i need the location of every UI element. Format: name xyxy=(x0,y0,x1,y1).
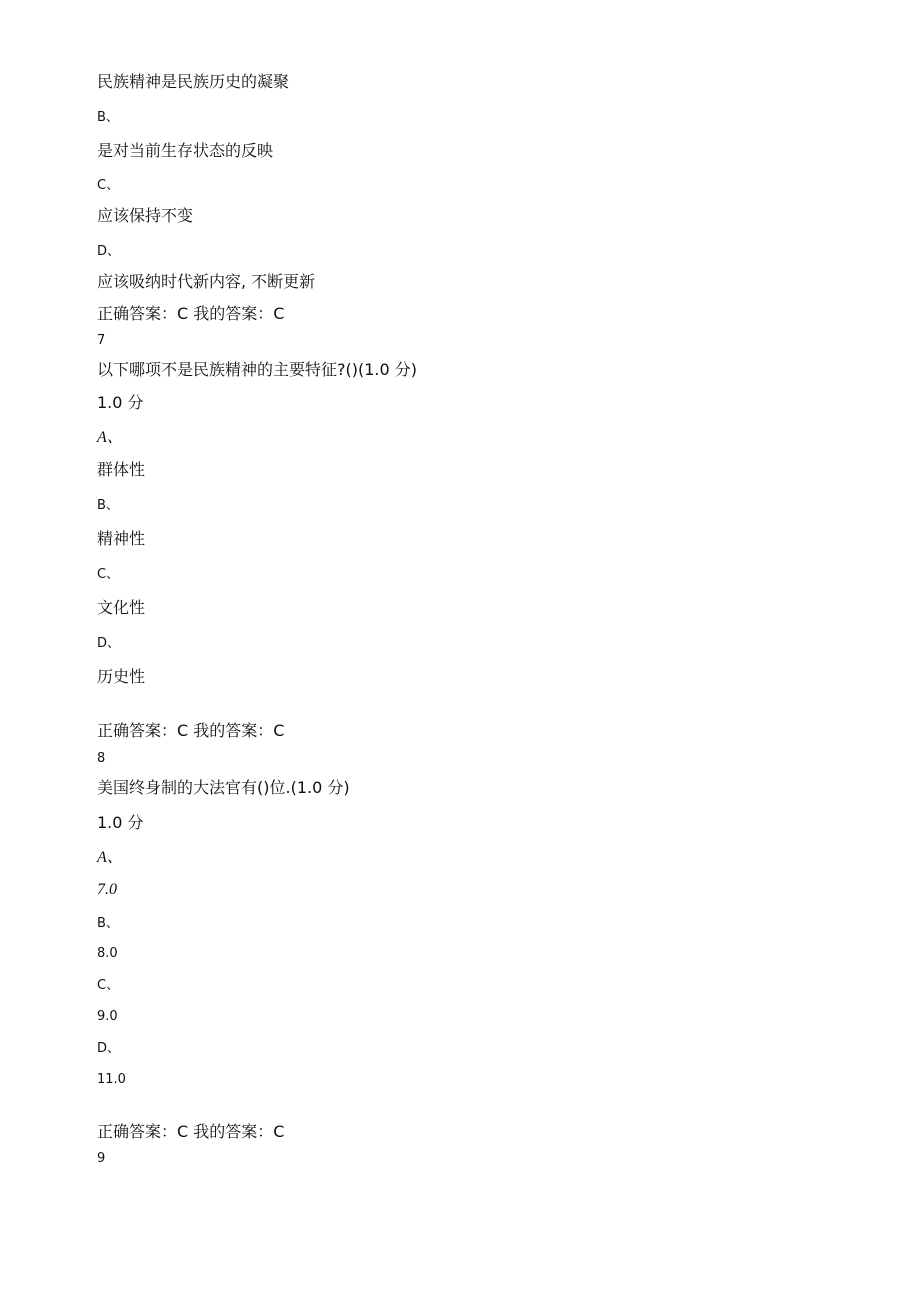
q7-option-c-text: 文化性 xyxy=(97,598,146,617)
q7-score: 1.0 分 xyxy=(97,393,144,412)
q8-option-b-label: B、 xyxy=(97,916,119,931)
q7-option-d-text: 历史性 xyxy=(97,667,146,686)
q8-number: 8 xyxy=(97,751,106,766)
q6-option-d-label: D、 xyxy=(97,244,121,259)
q6-answer: 正确答案：C 我的答案：C xyxy=(97,304,285,323)
q7-number: 7 xyxy=(97,333,106,348)
q7-answer: 正确答案：C 我的答案：C xyxy=(97,721,285,740)
q6-option-c-text: 应该保持不变 xyxy=(97,206,194,225)
q8-score: 1.0 分 xyxy=(97,813,144,832)
q6-option-b-text: 是对当前生存状态的反映 xyxy=(97,141,274,160)
q7-option-a-text: 群体性 xyxy=(97,460,146,479)
q7-option-d-label: D、 xyxy=(97,636,121,651)
q8-option-b-text: 8.0 xyxy=(97,946,118,961)
q8-answer: 正确答案：C 我的答案：C xyxy=(97,1122,285,1141)
q7-option-a-label: A、 xyxy=(97,429,123,446)
q8-option-a-label: A、 xyxy=(97,849,123,866)
q7-option-c-label: C、 xyxy=(97,567,120,582)
q8-option-d-label: D、 xyxy=(97,1041,121,1056)
q7-option-b-label: B、 xyxy=(97,498,119,513)
q6-option-a-text: 民族精神是民族历史的凝聚 xyxy=(97,72,290,91)
q8-option-c-label: C、 xyxy=(97,978,120,993)
q6-option-c-label: C、 xyxy=(97,178,120,193)
q8-option-d-text: 11.0 xyxy=(97,1072,126,1087)
q6-option-d-text: 应该吸纳时代新内容, 不断更新 xyxy=(97,272,316,291)
q9-number: 9 xyxy=(97,1151,106,1166)
q7-question: 以下哪项不是民族精神的主要特征?()(1.0 分) xyxy=(97,360,417,379)
q7-option-b-text: 精神性 xyxy=(97,529,146,548)
q6-option-b-label: B、 xyxy=(97,110,119,125)
q8-option-a-text: 7.0 xyxy=(97,881,117,898)
q8-option-c-text: 9.0 xyxy=(97,1009,118,1024)
q8-question: 美国终身制的大法官有()位.(1.0 分) xyxy=(97,778,350,797)
